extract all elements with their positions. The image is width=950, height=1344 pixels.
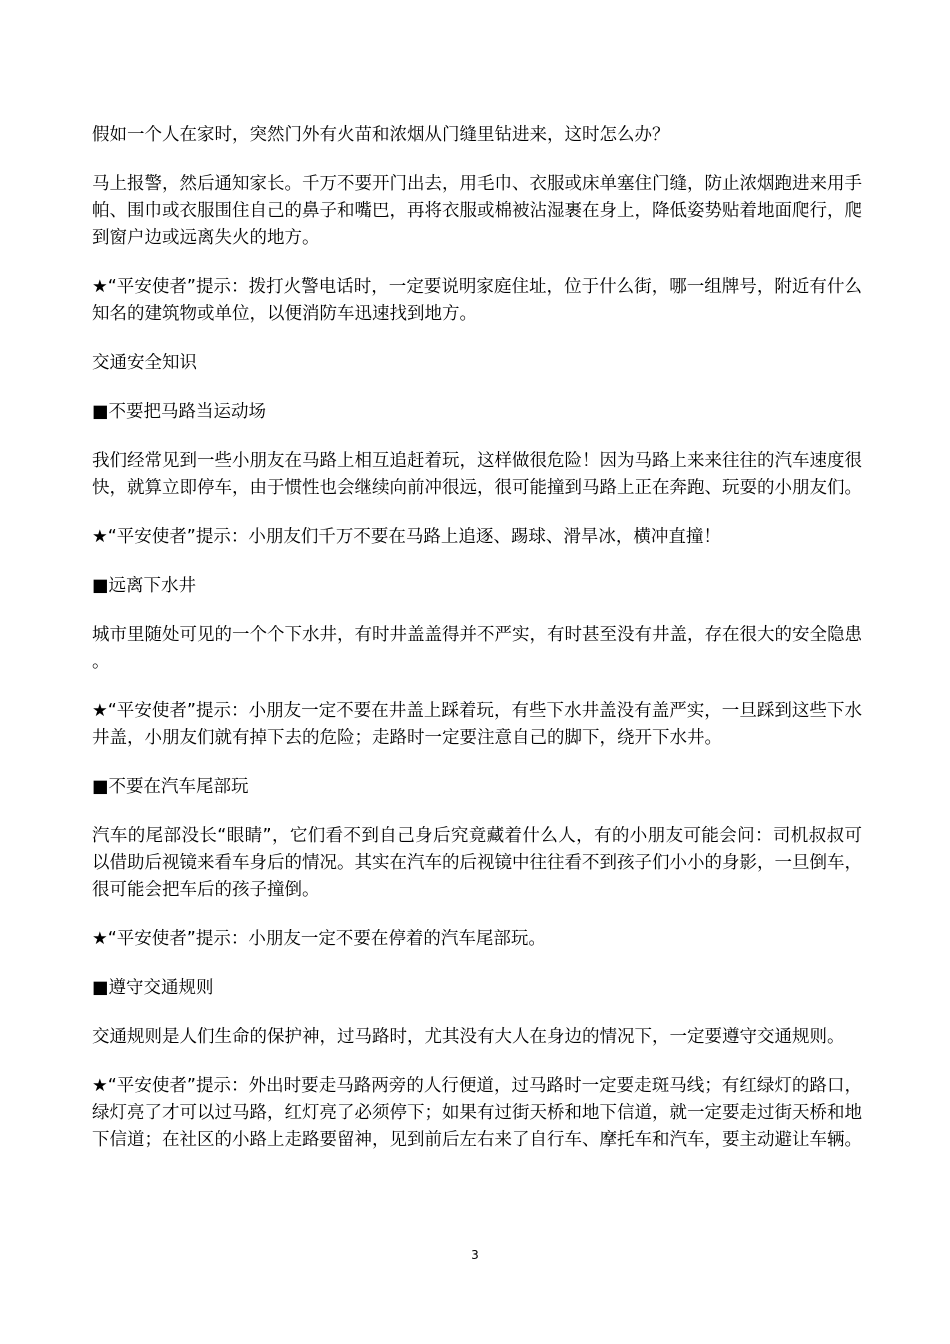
traffic-rules-paragraph: 交通规则是人们生命的保护神，过马路时，尤其没有大人在身边的情况下，一定要遵守交通规则。: [92, 1027, 845, 1047]
page-number: 3: [471, 1248, 479, 1262]
road-play-paragraph: 我们经常见到一些小朋友在马路上相互追赶着玩，这样做很危险！因为马路上来来往往的汽车速度很快，就算立即停车，由于惯性也会继续向前冲很远，很可能撞到马路上正在奔跑、玩耍的小朋友们。: [92, 451, 862, 498]
section-title-traffic-safety: 交通安全知识: [92, 353, 197, 373]
manhole-paragraph: 城市里随处可见的一个个下水井，有时井盖盖得并不严实，有时甚至没有井盖，存在很大的安全隐患。: [92, 625, 862, 672]
subheading-traffic-rules: ■遵守交通规则: [92, 978, 214, 998]
manhole-tip: ★“平安使者”提示：小朋友一定不要在井盖上踩着玩，有些下水井盖没有盖严实，一旦踩到这些下水井盖，小朋友们就有掉下去的危险；走路时一定要注意自己的脚下，绕开下水井。: [92, 701, 862, 748]
fire-question: 假如一个人在家时，突然门外有火苗和浓烟从门缝里钻进来，这时怎么办？: [92, 125, 670, 145]
subheading-no-playing-on-road: ■不要把马路当运动场: [92, 402, 267, 422]
document-body: [92, 122, 862, 1176]
traffic-rules-tip: ★“平安使者”提示：外出时要走马路两旁的人行便道，过马路时一定要走斑马线；有红绿灯的路口，绿灯亮了才可以过马路，红灯亮了必须停下；如果有过街天桥和地下信道，就一定要走过街天桥和地下信道；在社区的小路上走路要留神，见到前后左右来了自行车、摩托车和汽车，要主动避让车辆。: [92, 1076, 862, 1150]
subheading-manholes: ■远离下水井: [92, 576, 197, 596]
fire-tip: ★“平安使者”提示：拨打火警电话时，一定要说明家庭住址，位于什么街，哪一组牌号，附近有什么知名的建筑物或单位，以便消防车迅速找到地方。: [92, 277, 862, 324]
subheading-car-rear: ■不要在汽车尾部玩: [92, 777, 249, 797]
car-rear-paragraph: 汽车的尾部没长“眼睛”，它们看不到自己身后究竟藏着什么人，有的小朋友可能会问：司机叔叔可以借助后视镜来看车身后的情况。其实在汽车的后视镜中往往看不到孩子们小小的身影，一旦倒车，很可能会把车后的孩子撞倒。: [92, 826, 862, 900]
road-play-tip: ★“平安使者”提示：小朋友们千万不要在马路上追逐、踢球、滑旱冰，横冲直撞！: [92, 527, 721, 547]
fire-answer: 马上报警，然后通知家长。千万不要开门出去，用毛巾、衣服或床单塞住门缝，防止浓烟跑进来用手帕、围巾或衣服围住自己的鼻子和嘴巴，再将衣服或棉被沾湿裹在身上，降低姿势贴着地面爬行，爬到窗户边或远离失火的地方。: [92, 174, 862, 248]
car-rear-tip: ★“平安使者”提示：小朋友一定不要在停着的汽车尾部玩。: [92, 929, 546, 949]
